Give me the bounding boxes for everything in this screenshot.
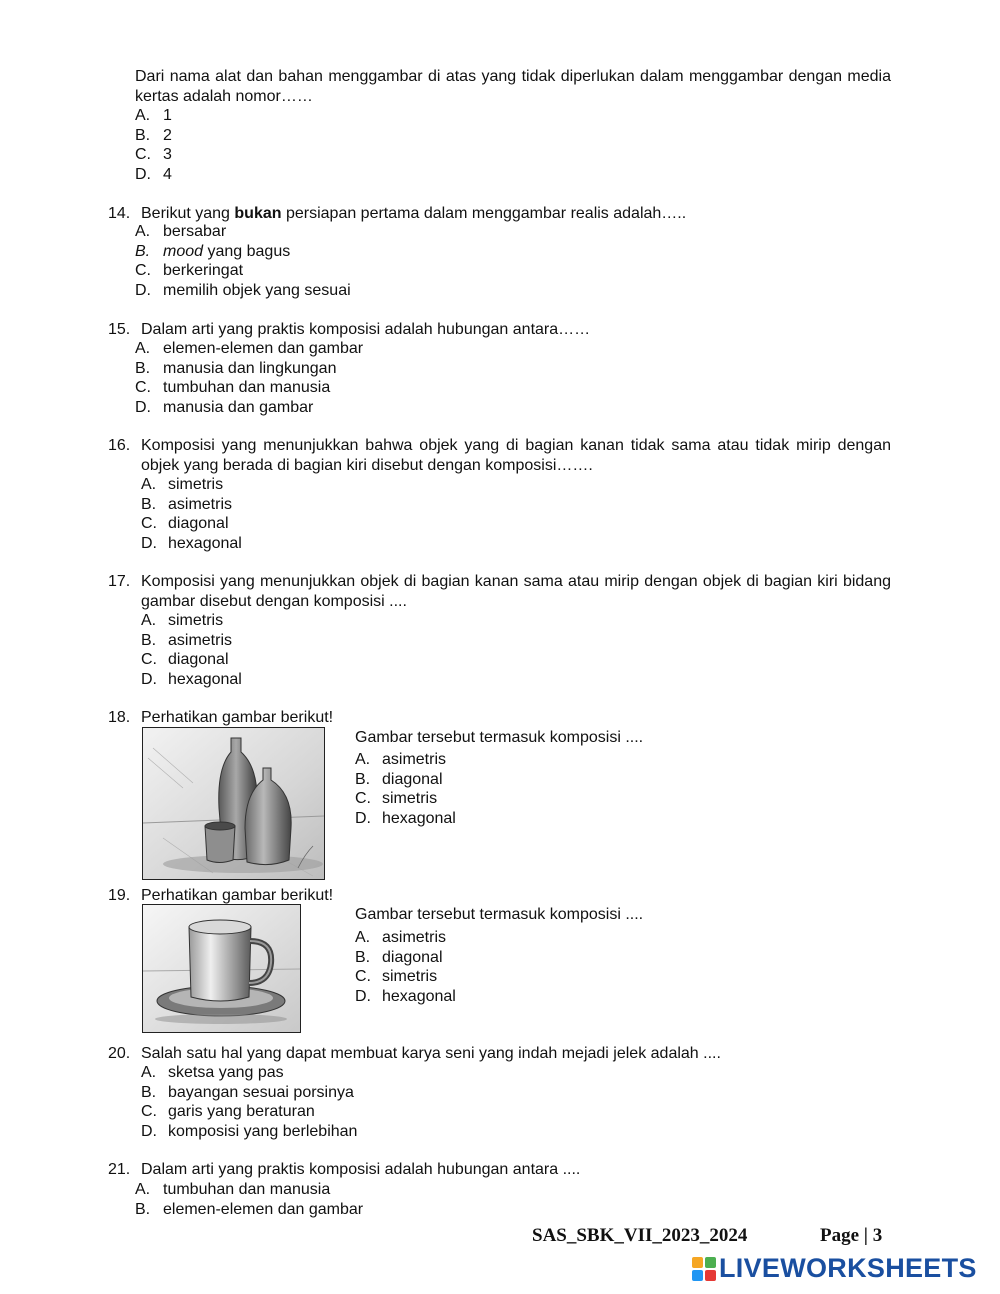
q18-option-d[interactable]: D. hexagonal — [355, 809, 456, 827]
q19-options — [355, 928, 456, 1006]
brand-name: LIVEWORKSHEETS — [719, 1253, 977, 1284]
q17-option-a[interactable]: A. simetris — [141, 612, 224, 629]
q13-text: Dari nama alat dan bahan menggambar di atas yang tidak diperlukan dalam menggambar dengan media kertas adalah nomor…… — [135, 68, 891, 105]
q17-option-b[interactable]: B. asimetris — [141, 631, 233, 649]
q14-options — [135, 222, 351, 300]
q13-option-a[interactable]: A. 1 — [135, 107, 172, 124]
q20-option-b[interactable]: B. bayangan sesuai porsinya — [141, 1083, 354, 1101]
q14-option-d[interactable]: D. memilih objek yang sesuai — [135, 281, 351, 299]
q16-options — [141, 475, 242, 553]
q21-option-b[interactable]: B. elemen-elemen dan gambar — [135, 1200, 364, 1218]
q18-question: 18. Perhatikan gambar berikut! — [108, 709, 334, 726]
q14-emphasis: bukan — [234, 205, 282, 222]
q18-option-b[interactable]: B. diagonal — [355, 770, 443, 788]
q20-options — [141, 1063, 357, 1141]
q14-option-b[interactable]: B. mood yang bagus — [135, 242, 291, 260]
q16-option-c[interactable]: C. diagonal — [141, 515, 229, 532]
vase-still-life-drawing — [143, 728, 324, 879]
q18-prompt: Gambar tersebut termasuk komposisi .... — [355, 729, 644, 746]
mug-on-saucer-drawing — [143, 905, 300, 1032]
q16-question: 16. Komposisi yang menunjukkan bahwa objek yang di bagian kanan tidak sama atau tidak mirip dengan objek yang berada di bagian kiri disebut dengan komposisi……. — [108, 437, 891, 474]
q14-question: 14. Berikut yang bukan persiapan pertama dalam menggambar realis adalah….. — [108, 205, 687, 222]
q18-options — [355, 750, 456, 828]
q14-option-c[interactable]: C. berkeringat — [135, 262, 244, 279]
page-number: Page | 3 — [820, 1225, 883, 1246]
q19-option-b[interactable]: B. diagonal — [355, 948, 443, 966]
q13-option-c[interactable]: C. 3 — [135, 146, 172, 163]
q16-option-b[interactable]: B. asimetris — [141, 495, 233, 513]
q19-prompt: Gambar tersebut termasuk komposisi .... — [355, 906, 644, 923]
q19-option-d[interactable]: D. hexagonal — [355, 987, 456, 1005]
q20-question: 20. Salah satu hal yang dapat membuat karya seni yang indah mejadi jelek adalah .... — [108, 1045, 721, 1062]
q17-question: 17. Komposisi yang menunjukkan objek di bagian kanan sama atau mirip dengan objek di bagian kiri bidang gambar disebut dengan komposisi .... — [108, 573, 891, 610]
q15-question: 15. Dalam arti yang praktis komposisi adalah hubungan antara…… — [108, 321, 591, 338]
q19-option-c[interactable]: C. simetris — [355, 968, 438, 985]
q17-option-c[interactable]: C. diagonal — [141, 651, 229, 668]
q21-options — [135, 1180, 363, 1219]
q19-option-a[interactable]: A. asimetris — [355, 929, 447, 946]
q18-image — [142, 727, 325, 880]
q13-option-d[interactable]: D. 4 — [135, 165, 172, 183]
q13-options — [135, 106, 172, 184]
q19-question: 19. Perhatikan gambar berikut! — [108, 887, 334, 904]
q20-option-d[interactable]: D. komposisi yang berlebihan — [141, 1122, 358, 1140]
q17-options — [141, 611, 242, 689]
page-footer — [532, 1226, 892, 1246]
q15-option-d[interactable]: D. manusia dan gambar — [135, 398, 314, 416]
q15-option-a[interactable]: A. elemen-elemen dan gambar — [135, 340, 364, 357]
liveworksheets-logo-icon — [692, 1257, 716, 1281]
q15-options — [135, 339, 363, 417]
q16-option-a[interactable]: A. simetris — [141, 476, 224, 493]
q21-option-a[interactable]: A. tumbuhan dan manusia — [135, 1181, 331, 1198]
liveworksheets-brand[interactable] — [692, 1254, 977, 1284]
q17-option-d[interactable]: D. hexagonal — [141, 670, 242, 688]
q18-option-c[interactable]: C. simetris — [355, 790, 438, 807]
q20-option-c[interactable]: C. garis yang beraturan — [141, 1103, 315, 1120]
document-code: SAS_SBK_VII_2023_2024 — [532, 1225, 748, 1246]
q15-option-b[interactable]: B. manusia dan lingkungan — [135, 359, 337, 377]
q20-option-a[interactable]: A. sketsa yang pas — [141, 1064, 284, 1081]
q21-question: 21. Dalam arti yang praktis komposisi adalah hubungan antara .... — [108, 1161, 581, 1178]
q18-option-a[interactable]: A. asimetris — [355, 751, 447, 768]
q15-option-c[interactable]: C. tumbuhan dan manusia — [135, 379, 331, 396]
q19-image — [142, 904, 301, 1033]
q13-option-b[interactable]: B. 2 — [135, 126, 172, 144]
q14-option-a[interactable]: A. bersabar — [135, 223, 227, 240]
q16-option-d[interactable]: D. hexagonal — [141, 534, 242, 552]
